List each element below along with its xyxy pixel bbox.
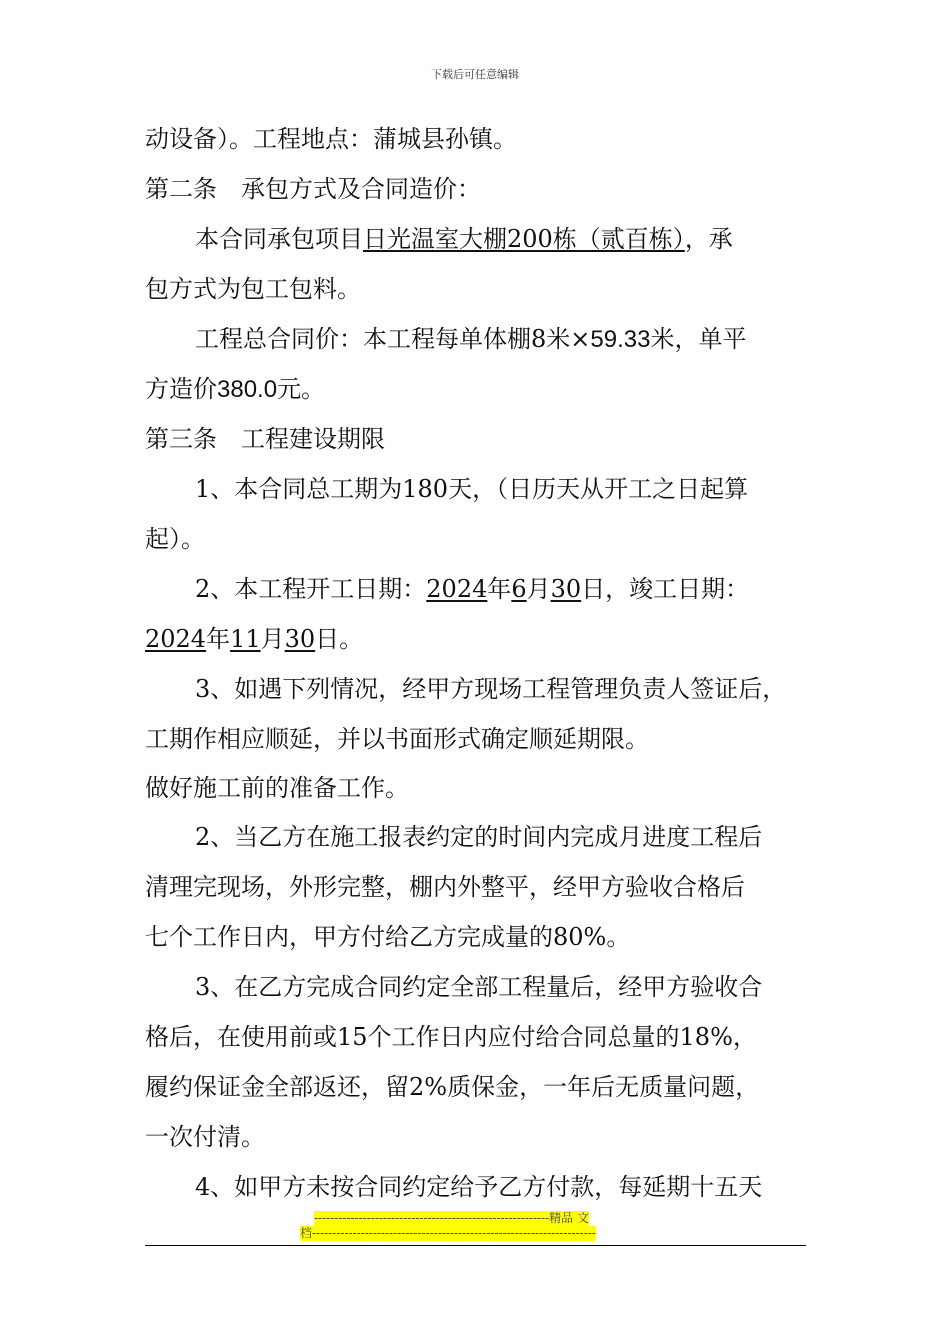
year-label: 年: [487, 575, 512, 603]
footer-watermark: [300, 1211, 652, 1241]
paragraph-line: 履约保证金全部返还，留2%质保金，一年后无质量问题，: [145, 1073, 760, 1101]
paragraph-line: 2、当乙方在施工报表约定的时间内完成月进度工程后: [195, 823, 763, 851]
paragraph-line: 做好施工前的准备工作。: [145, 774, 409, 802]
contract-item-prefix: 本合同承包项目: [195, 225, 363, 253]
paragraph-line: 3、在乙方完成合同约定全部工程量后，经甲方验收合: [195, 973, 763, 1001]
paragraph-line: 清理完现场，外形完整，棚内外整平，经甲方验收合格后: [145, 873, 745, 901]
price-text: 元。: [277, 375, 326, 403]
start-day: 30: [550, 575, 582, 603]
footer-line-1: ----------------------------------------------------------精品 文: [314, 1211, 589, 1225]
price-text: 工程总合同价：本工程每单体棚8米×: [195, 325, 591, 353]
text-line: 动设备）。工程地点：蒲城县孙镇。: [145, 125, 517, 153]
end-month: 11: [230, 625, 261, 653]
price-line: [195, 324, 746, 355]
project-name: 日光温室大棚200栋（贰百栋）: [363, 225, 685, 253]
end-date-line: [145, 624, 363, 654]
date-text: 日。: [315, 625, 364, 653]
contract-item-suffix: ，承: [684, 225, 733, 253]
start-month: 6: [511, 575, 527, 603]
footer-line-2: 档----------------------------------------------------------------------: [300, 1226, 596, 1240]
start-year: 2024: [426, 575, 488, 603]
price-length: 59.33: [590, 326, 651, 353]
month-label: 月: [260, 625, 285, 653]
end-day: 30: [284, 625, 316, 653]
paragraph-line: 1、本合同总工期为180天，（日历天从开工之日起算: [195, 475, 749, 503]
year-label: 年: [206, 625, 231, 653]
footer-rule: [145, 1245, 806, 1246]
paragraph-line: 4、如甲方未按合同约定给予乙方付款，每延期十五天: [195, 1173, 763, 1201]
unit-price: 380.0: [217, 376, 278, 403]
paragraph-line: 起）。: [145, 525, 205, 553]
article-2-title: 第二条 承包方式及合同造价：: [145, 175, 481, 203]
paragraph-line: 3、如遇下列情况，经甲方现场工程管理负责人签证后，: [195, 675, 787, 703]
date-intro: 2、本工程开工日期：: [195, 575, 427, 603]
start-date-line: [195, 574, 749, 604]
date-text: 日，竣工日期：: [581, 575, 750, 603]
page-header: 下载后可任意编辑: [431, 68, 519, 81]
price-line-2: [145, 374, 325, 405]
end-year: 2024: [145, 625, 207, 653]
paragraph-line: 工期作相应顺延，并以书面形式确定顺延期限。: [145, 725, 649, 753]
paragraph-line: 格后，在使用前或15个工作日内应付给合同总量的18%，: [145, 1023, 757, 1051]
article-3-title: 第三条 工程建设期限: [145, 425, 385, 453]
contract-item-line: [195, 224, 733, 254]
contract-mode-line: 包方式为包工包料。: [145, 275, 361, 303]
paragraph-line: 一次付清。: [145, 1123, 265, 1151]
month-label: 月: [526, 575, 551, 603]
paragraph-line: 七个工作日内，甲方付给乙方完成量的80%。: [145, 923, 631, 951]
price-text: 米，单平: [650, 325, 747, 353]
price-text: 方造价: [145, 375, 217, 403]
